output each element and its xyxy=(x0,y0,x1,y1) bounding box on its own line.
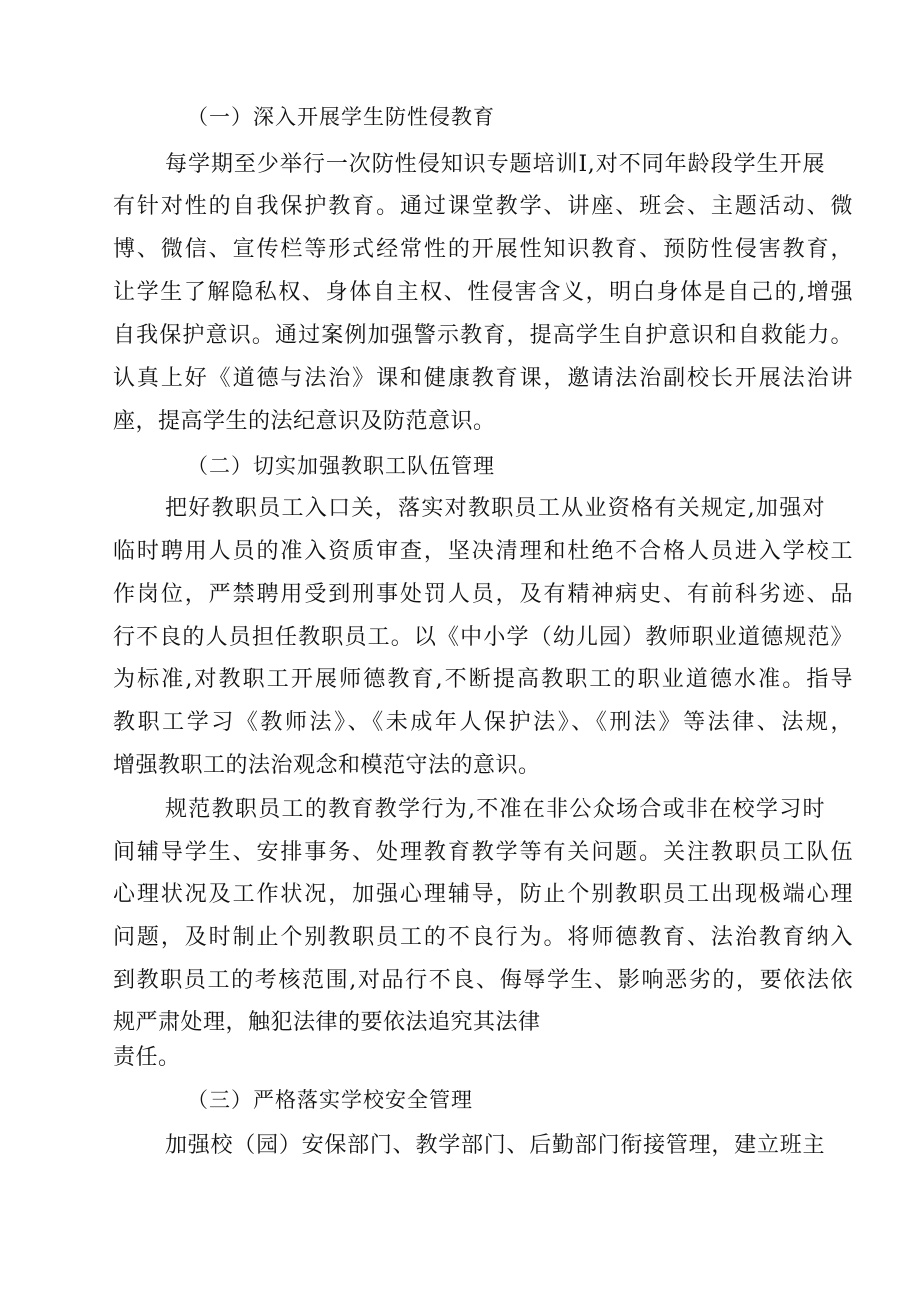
paragraph-line: 临时聘用人员的准入资质审查，坚决清理和杜绝不合格人员进入学校工 xyxy=(113,539,853,564)
section-1-heading: （一）深入开展学生防性侵教育 xyxy=(187,105,495,129)
paragraph-line: 作岗位，严禁聘用受到刑事处罚人员，及有精神病史、有前科劣迹、品 xyxy=(113,582,853,607)
section-2-heading: （二）切实加强教职工队伍管理 xyxy=(187,454,495,478)
paragraph-line: 行不良的人员担任教职员工。以《中小学（幼儿园）教师职业道德规范》 xyxy=(113,625,853,650)
paragraph-line: 让学生了解隐私权、身体自主权、性侵害含义，明白身体是自己的,增强 xyxy=(113,280,853,305)
section-3-heading: （三）严格落实学校安全管理 xyxy=(187,1088,473,1112)
paragraph-line: 为标准,对教职工开展师德教育,不断提高教职工的职业道德水准。指导 xyxy=(113,667,853,692)
paragraph-line: 座，提高学生的法纪意识及防范意识。 xyxy=(113,409,496,434)
paragraph-line: 心理状况及工作状况，加强心理辅导，防止个别教职员工出现极端心理 xyxy=(113,882,853,907)
paragraph-line: 间辅导学生、安排事务、处理教育教学等有关问题。关注教职员工队伍 xyxy=(113,840,853,865)
paragraph-line: 把好教职员工入口关，落实对教职员工从业资格有关规定,加强对 xyxy=(165,496,825,521)
paragraph-line: 规严肃处理，触犯法律的要依法追究其法律 xyxy=(113,1010,541,1035)
paragraph-line: 博、微信、宣传栏等形式经常性的开展性知识教育、预防性侵害教育， xyxy=(113,237,853,262)
paragraph-line: 每学期至少举行一次防性侵知识专题培训I,对不同年龄段学生开展 xyxy=(165,152,825,177)
paragraph-line: 有针对性的自我保护教育。通过课堂教学、讲座、班会、主题活动、微 xyxy=(113,194,853,219)
paragraph-line: 加强校（园）安保部门、教学部门、后勤部门衔接管理，建立班主 xyxy=(165,1133,825,1158)
paragraph-line: 问题，及时制止个别教职员工的不良行为。将师德教育、法治教育纳入 xyxy=(113,925,853,950)
paragraph-line: 规范教职员工的教育教学行为,不准在非公众场合或非在校学习时 xyxy=(165,797,825,822)
paragraph-line: 自我保护意识。通过案例加强警示教育，提高学生自护意识和自救能力。 xyxy=(113,323,853,348)
paragraph-line: 教职工学习《教师法》、《未成年人保护法》、《刑法》等法律、法规， xyxy=(113,710,853,735)
paragraph-line: 责任。 xyxy=(113,1045,181,1070)
paragraph-line: 到教职员工的考核范围,对品行不良、侮辱学生、影响恶劣的，要依法依 xyxy=(113,968,853,993)
paragraph-line: 认真上好《道德与法治》课和健康教育课，邀请法治副校长开展法治讲 xyxy=(113,366,853,391)
paragraph-line: 增强教职工的法治观念和模范守法的意识。 xyxy=(113,753,541,778)
